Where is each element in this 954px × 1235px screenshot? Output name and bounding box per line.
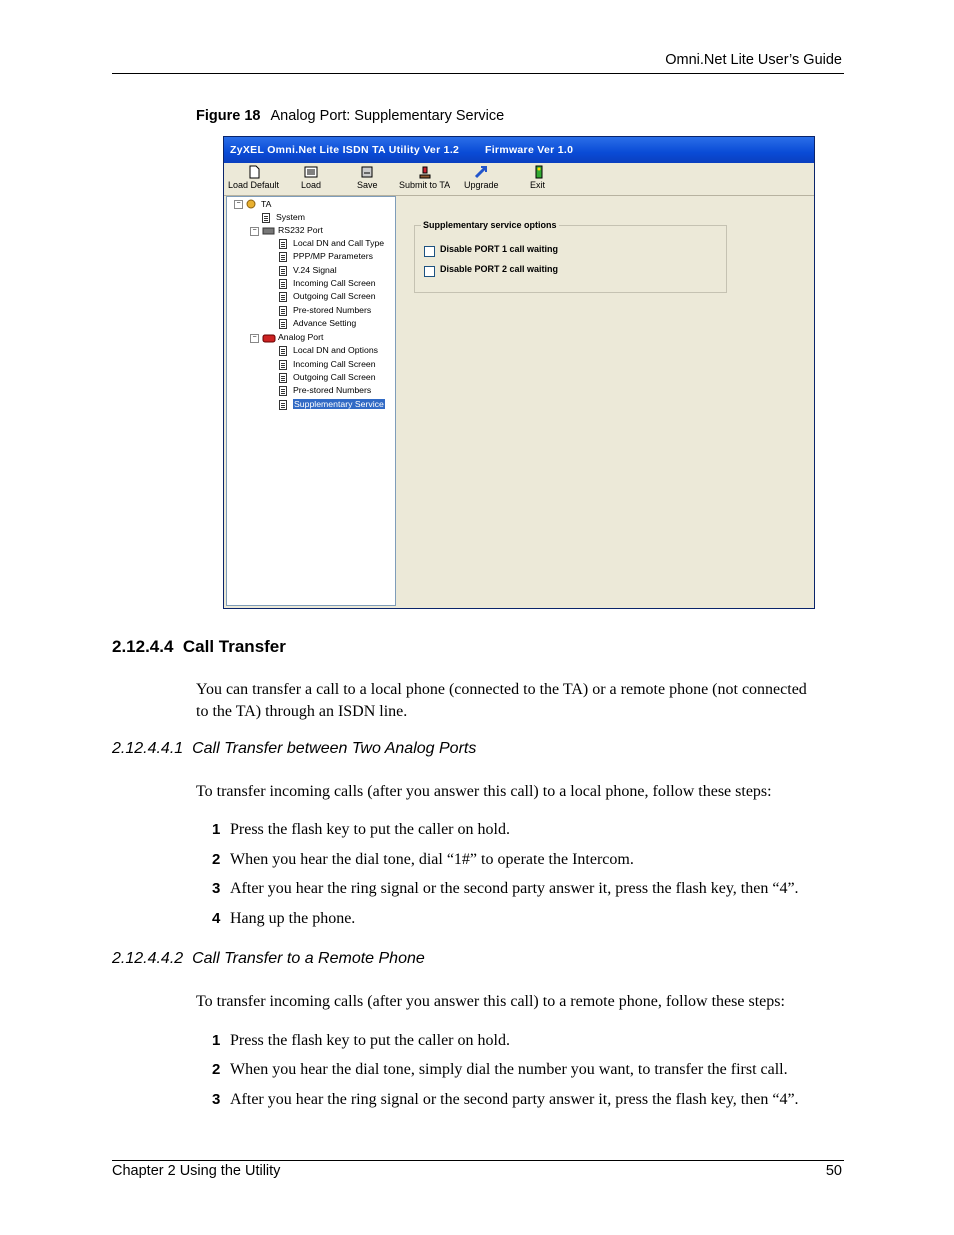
document-icon	[279, 373, 287, 383]
load-icon	[304, 165, 318, 179]
phone-icon	[262, 332, 276, 343]
tree-item-analog-pre-stored-numbers[interactable]	[279, 384, 371, 396]
submit-icon	[418, 165, 432, 179]
step-text: When you hear the dial tone, dial “1#” to operate the Intercom.	[230, 851, 634, 868]
tree-label: Incoming Call Screen	[293, 359, 376, 369]
disable-port1-label: Disable PORT 1 call waiting	[440, 244, 559, 254]
submit-to-ta-label: Submit to TA	[399, 180, 451, 190]
tree-item-incoming-call-screen[interactable]	[279, 277, 376, 289]
save-icon	[360, 165, 374, 179]
running-header: Omni.Net Lite User’s Guide	[665, 52, 842, 68]
figure-label: Figure 18	[196, 108, 261, 124]
subsection-intro-1: To transfer incoming calls (after you answer this call) to a local phone, follow these steps:	[196, 783, 772, 800]
tree-item-v24-signal[interactable]	[279, 264, 337, 276]
step-item	[212, 1032, 510, 1050]
tree-item-supplementary-service[interactable]	[279, 398, 385, 410]
collapse-toggle-analog[interactable]: −	[250, 334, 259, 343]
step-item	[212, 851, 634, 869]
document-icon	[279, 360, 287, 370]
footer-rule	[112, 1160, 844, 1161]
collapse-toggle-rs232[interactable]: −	[250, 227, 259, 236]
tree-label: Pre-stored Numbers	[293, 305, 372, 315]
subsection-heading-1: 2.12.4.4.1 Call Transfer between Two Analog Ports	[112, 740, 477, 757]
disable-port2-call-waiting-checkbox[interactable]	[424, 266, 435, 277]
app-window	[223, 136, 815, 609]
step-number: 1	[212, 1032, 221, 1049]
app-titlebar	[224, 137, 814, 163]
document-icon	[279, 292, 287, 302]
step-text: After you hear the ring signal or the second party answer it, press the flash key, then “4”.	[230, 1091, 799, 1108]
tree-label-ta: TA	[261, 199, 272, 209]
exit-icon	[531, 165, 545, 179]
tree-item-ta[interactable]	[245, 198, 271, 210]
exit-button[interactable]	[530, 165, 545, 190]
document-icon	[279, 319, 287, 329]
document-icon	[279, 252, 287, 262]
document-icon	[279, 400, 287, 410]
upgrade-label: Upgrade	[464, 180, 499, 190]
tree-label: PPP/MP Parameters	[293, 251, 373, 261]
load-label: Load	[301, 180, 322, 190]
tree-label-system: System	[276, 212, 305, 222]
exit-label: Exit	[530, 180, 546, 190]
step-text: Press the flash key to put the caller on hold.	[230, 821, 510, 838]
tree-item-local-dn-call-type[interactable]	[279, 237, 384, 249]
step-number: 4	[212, 910, 221, 927]
tree-label-selected: Supplementary Service	[294, 399, 384, 409]
subsection-intro-2: To transfer incoming calls (after you answer this call) to a remote phone, follow these steps:	[196, 993, 785, 1010]
save-label: Save	[357, 180, 378, 190]
disable-port1-call-waiting-checkbox[interactable]	[424, 246, 435, 257]
toolbar	[224, 163, 814, 196]
document-icon	[279, 279, 287, 289]
tree-item-system[interactable]	[262, 211, 305, 223]
upgrade-icon	[474, 165, 488, 179]
document-icon	[279, 346, 287, 356]
submit-to-ta-button[interactable]	[399, 165, 450, 190]
tree-label: Outgoing Call Screen	[293, 372, 376, 382]
step-item	[212, 910, 355, 928]
ta-icon	[245, 199, 259, 210]
tree-label-analog: Analog Port	[278, 332, 324, 342]
document-icon	[279, 386, 287, 396]
step-item	[212, 1061, 788, 1079]
step-item	[212, 880, 799, 898]
step-item	[212, 1091, 799, 1109]
tree-label-rs232: RS232 Port	[278, 225, 323, 235]
tree-item-advance-setting[interactable]	[279, 317, 356, 329]
tree-label: Advance Setting	[293, 318, 357, 328]
tree-item-analog-incoming-call-screen[interactable]	[279, 358, 376, 370]
tree-label: Local DN and Call Type	[293, 238, 385, 248]
step-number: 3	[212, 880, 221, 897]
app-title: ZyXEL Omni.Net Lite ISDN TA Utility Ver 1.2	[230, 144, 460, 156]
load-button[interactable]	[301, 165, 321, 190]
collapse-toggle-ta[interactable]: −	[234, 200, 243, 209]
load-default-button[interactable]	[228, 165, 279, 190]
options-panel	[398, 196, 814, 608]
tree-item-pre-stored-numbers[interactable]	[279, 304, 371, 316]
step-text: When you hear the dial tone, simply dial the number you want, to transfer the first call.	[230, 1061, 788, 1078]
tree-item-ppp-mp-parameters[interactable]	[279, 250, 373, 262]
step-number: 2	[212, 1061, 221, 1078]
settings-tree	[226, 196, 396, 606]
step-number: 2	[212, 851, 221, 868]
tree-item-analog-port[interactable]	[262, 331, 323, 343]
port-icon	[262, 225, 276, 236]
header-rule	[112, 73, 844, 74]
tree-label: Outgoing Call Screen	[293, 291, 376, 301]
tree-item-local-dn-options[interactable]	[279, 344, 378, 356]
save-button[interactable]	[357, 165, 378, 190]
disable-port2-label: Disable PORT 2 call waiting	[440, 264, 559, 274]
step-text: Press the flash key to put the caller on hold.	[230, 1032, 510, 1049]
tree-label: V.24 Signal	[293, 265, 337, 275]
document-icon	[262, 213, 270, 223]
section-paragraph: You can transfer a call to a local phone (connected to the TA) or a remote phone (not connected to the TA) through an ISDN line.	[196, 681, 807, 720]
step-number: 3	[212, 1091, 221, 1108]
tree-item-outgoing-call-screen[interactable]	[279, 290, 376, 302]
figure-caption-text: Analog Port: Supplementary Service	[270, 108, 505, 124]
step-text: Hang up the phone.	[230, 910, 356, 927]
document-icon	[279, 239, 287, 249]
tree-item-analog-outgoing-call-screen[interactable]	[279, 371, 376, 383]
figure-caption	[196, 108, 504, 124]
document-icon	[279, 266, 287, 276]
new-document-icon	[247, 165, 261, 179]
upgrade-button[interactable]	[464, 165, 499, 190]
tree-label: Pre-stored Numbers	[293, 385, 372, 395]
firmware-version: Firmware Ver 1.0	[485, 144, 574, 156]
step-item	[212, 821, 510, 839]
document-icon	[279, 306, 287, 316]
footer-chapter: Chapter 2 Using the Utility	[112, 1163, 281, 1179]
section-heading: 2.12.4.4 Call Transfer	[112, 637, 286, 656]
tree-label: Incoming Call Screen	[293, 278, 376, 288]
step-number: 1	[212, 821, 221, 838]
tree-label: Local DN and Options	[293, 345, 378, 355]
tree-item-rs232-port[interactable]	[262, 224, 323, 236]
group-title: Supplementary service options	[423, 220, 557, 230]
supplementary-options-group	[414, 220, 727, 293]
load-default-label: Load Default	[228, 180, 280, 190]
step-text: After you hear the ring signal or the second party answer it, press the flash key, then “4”.	[230, 880, 799, 897]
subsection-heading-2: 2.12.4.4.2 Call Transfer to a Remote Phone	[112, 950, 425, 967]
page-number: 50	[825, 1163, 842, 1179]
